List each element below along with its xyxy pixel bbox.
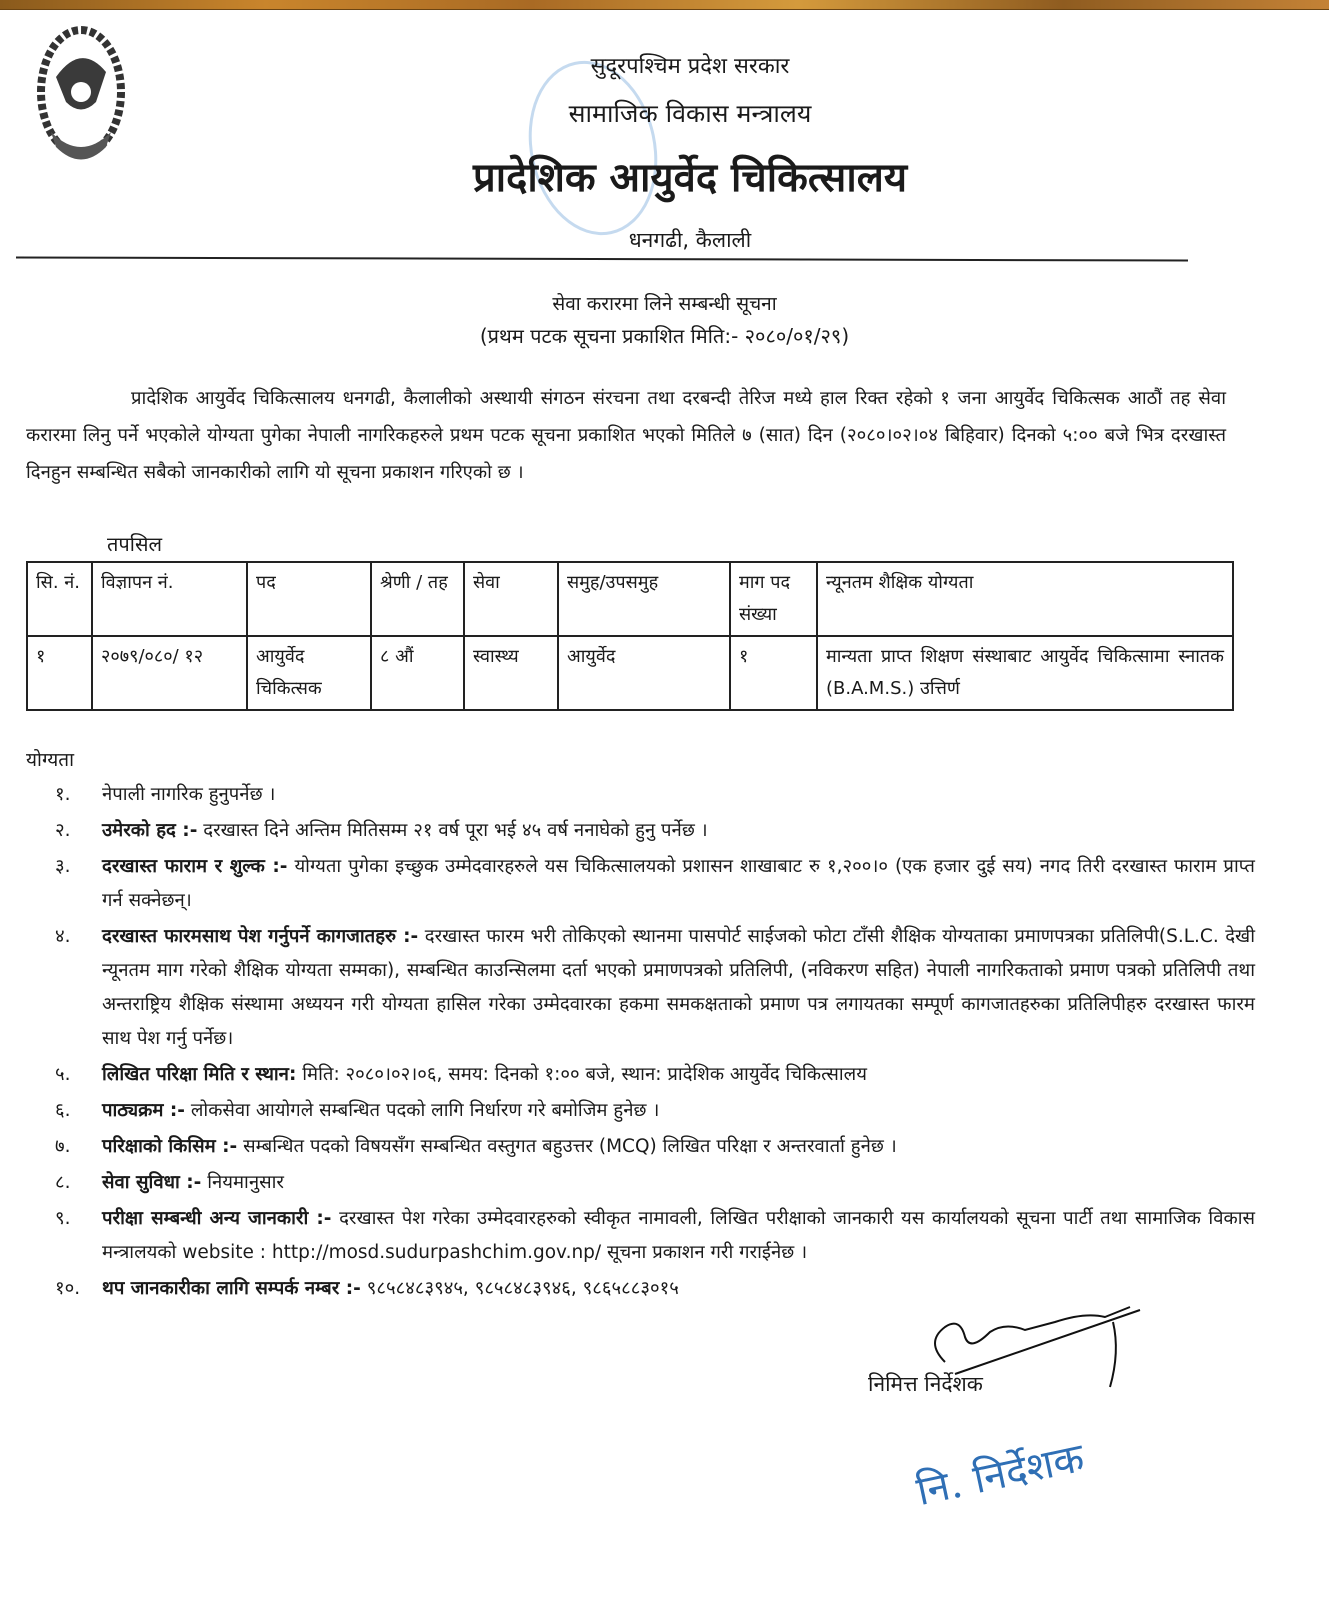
item-label: दरखास्त फारमसाथ पेश गर्नुपर्ने कागजातहरु :-: [102, 926, 419, 947]
col-header: विज्ञापन नं.: [92, 562, 247, 636]
list-item: [55, 1130, 1255, 1164]
list-item: [55, 1094, 1255, 1128]
cell-service: स्वास्थ्य: [464, 636, 558, 710]
government-name: सुदूरपश्चिम प्रदेश सरकार: [590, 54, 790, 79]
notice-body: प्रादेशिक आयुर्वेद चिकित्सालय धनगढी, कैलालीको अस्थायी संगठन संरचना तथा दरबन्दी तेरिज मध्ये हाल रिक्त रहेको १ जना आयुर्वेद चिकित्सक आठौं तह सेवा करारमा लिनु पर्ने भएकोले योग्यता पुगेका नेपाली नागरिकहरुले प्रथम पटक सूचना प्रकाशित भएको मितिले ७ (सात) दिन (२०८०।०२।०४ बिहिवार) दिनको ५:०० बजे भित्र दरखास्त दिनहुन सम्बन्धित सबैको जानकारीको लागि यो सूचना प्रकाशन गरिएको छ ।: [26, 388, 1226, 483]
list-item: [55, 1202, 1255, 1270]
header-divider: [16, 256, 1188, 261]
item-text: नियमानुसार: [207, 1172, 284, 1193]
signatory-title: निमित्त निर्देशक: [868, 1372, 983, 1396]
item-number: ५.: [55, 1064, 71, 1085]
cell-group: आयुर्वेद: [558, 636, 730, 710]
item-number: २.: [55, 820, 71, 841]
list-item: [55, 778, 1255, 812]
item-label: लिखित परिक्षा मिति र स्थान:: [102, 1064, 297, 1085]
cell-post: आयुर्वेद चिकित्सक: [247, 636, 371, 710]
item-text: लोकसेवा आयोगले सम्बन्धित पदको लागि निर्धारण गरे बमोजिम हुनेछ ।: [190, 1100, 660, 1121]
item-text: सम्बन्धित पदको विषयसँग सम्बन्धित वस्तुगत बहुउत्तर (MCQ) लिखित परिक्षा र अन्तरवार्ता हुनेछ ।: [243, 1136, 897, 1157]
table-header-row: [27, 562, 1233, 636]
item-text: मिति: २०८०।०२।०६, समय: दिनको १:०० बजे, स्थान: प्रादेशिक आयुर्वेद चिकित्सालय: [302, 1064, 867, 1085]
item-label: उमेरको हद :-: [102, 820, 198, 841]
vacancy-table: [26, 561, 1234, 711]
details-label: तपसिल: [107, 532, 163, 556]
scan-edge: [0, 0, 1329, 10]
col-header: पद: [247, 562, 371, 636]
item-text: दरखास्त दिने अन्तिम मितिसम्म २१ वर्ष पूरा भई ४५ वर्ष ननाघेको हुनु पर्नेछ ।: [203, 820, 708, 841]
list-item: [55, 814, 1255, 848]
list-item: [55, 850, 1255, 918]
ministry-name: सामाजिक विकास मन्त्रालय: [568, 99, 812, 128]
item-number: १.: [55, 784, 71, 805]
office-location: धनगढी, कैलाली: [628, 228, 752, 252]
item-text: योग्यता पुगेका इच्छुक उम्मेदवारहरुले यस चिकित्सालयको प्रशासन शाखाबाट रु १,२००।० (एक हजार दुई सय) नगद तिरी दरखास्त फाराम प्राप्त गर्न सक्नेछन्।: [102, 856, 1255, 911]
item-label: परीक्षा सम्बन्धी अन्य जानकारी :-: [102, 1208, 332, 1229]
table-row: [27, 636, 1233, 710]
col-header: माग पद संख्या: [730, 562, 817, 636]
item-label: परिक्षाको किसिम :-: [102, 1136, 238, 1157]
col-header: सि. नं.: [27, 562, 92, 636]
item-number: ३.: [55, 856, 71, 877]
notice-title: सेवा करारमा लिने सम्बन्धी सूचना: [552, 293, 777, 315]
item-number: ४.: [55, 926, 71, 947]
list-item: [55, 1058, 1255, 1092]
item-number: ८.: [55, 1172, 71, 1193]
signatory-stamp: नि. निर्देशक: [912, 1434, 1089, 1516]
list-item: [55, 920, 1255, 1056]
item-number: १०.: [55, 1278, 81, 1299]
item-number: ७.: [55, 1136, 71, 1157]
item-label: सेवा सुविधा :-: [102, 1172, 202, 1193]
nepal-emblem-icon: [36, 22, 126, 172]
item-number: ९.: [55, 1208, 71, 1229]
cell-qualification: मान्यता प्राप्त शिक्षण संस्थाबाट आयुर्वेद चिकित्सामा स्नातक (B.A.M.S.) उत्तिर्ण: [817, 636, 1233, 710]
cell-level: ८ औं: [371, 636, 464, 710]
item-text: दरखास्त पेश गरेका उम्मेदवारहरुको स्वीकृत नामावली, लिखित परीक्षाको जानकारी यस कार्यालयको सूचना पार्टी तथा सामाजिक विकास मन्त्रालयको website : http://mosd.sudurpashchim.gov.np/ सूचना प्रकाशन गरी गराईनेछ ।: [102, 1208, 1255, 1263]
item-label: दरखास्त फाराम र शुल्क :-: [102, 856, 288, 877]
item-label: पाठ्यक्रम :-: [102, 1100, 185, 1121]
qualifications-list: [55, 778, 1255, 1308]
list-item: [55, 1166, 1255, 1200]
cell-count: १: [730, 636, 817, 710]
item-text: नेपाली नागरिक हुनुपर्नेछ ।: [102, 784, 276, 805]
notice-subtitle: (प्रथम पटक सूचना प्रकाशित मिति:- २०८०/०१/२९): [479, 324, 850, 348]
item-label: थप जानकारीका लागि सम्पर्क नम्बर :-: [102, 1278, 361, 1299]
office-name: प्रादेशिक आयुर्वेद चिकित्सालय: [472, 155, 908, 201]
cell-ad-number: २०७९/०८०/ १२: [92, 636, 247, 710]
col-header: श्रेणी / तह: [371, 562, 464, 636]
qualifications-heading: योग्यता: [26, 749, 75, 771]
list-item: [55, 1272, 1255, 1306]
col-header: समुह/उपसमुह: [558, 562, 730, 636]
item-number: ६.: [55, 1100, 71, 1121]
cell-serial: १: [27, 636, 92, 710]
col-header: न्यूनतम शैक्षिक योग्यता: [817, 562, 1233, 636]
item-text: ९८५८४८३९४५, ९८५८४८३९४६, ९८६५८८३०१५: [366, 1278, 679, 1299]
col-header: सेवा: [464, 562, 558, 636]
item-text: दरखास्त फारम भरी तोकिएको स्थानमा पासपोर्ट साईजको फोटा टाँसी शैक्षिक योग्यताका प्रमाणपत्रका प्रतिलिपी(S.L.C. देखी न्यूनतम माग गरेको शैक्षिक योग्यता सम्मका), सम्बन्धित काउन्सिलमा दर्ता भएको प्रमाणपत्रको प्रतिलिपी, (नविकरण सहित) नेपाली नागरिकताको प्रमाण पत्रको प्रतिलिपी तथा अन्तराष्ट्रिय शैक्षिक संस्थामा अध्ययन गरी योग्यता हासिल गरेका उम्मेदवारका हकमा समकक्षताको प्रमाण पत्र लगायतका सम्पूर्ण कागजातहरुका प्रतिलिपीहरु दरखास्त फारम साथ पेश गर्नु पर्नेछ।: [102, 926, 1255, 1049]
